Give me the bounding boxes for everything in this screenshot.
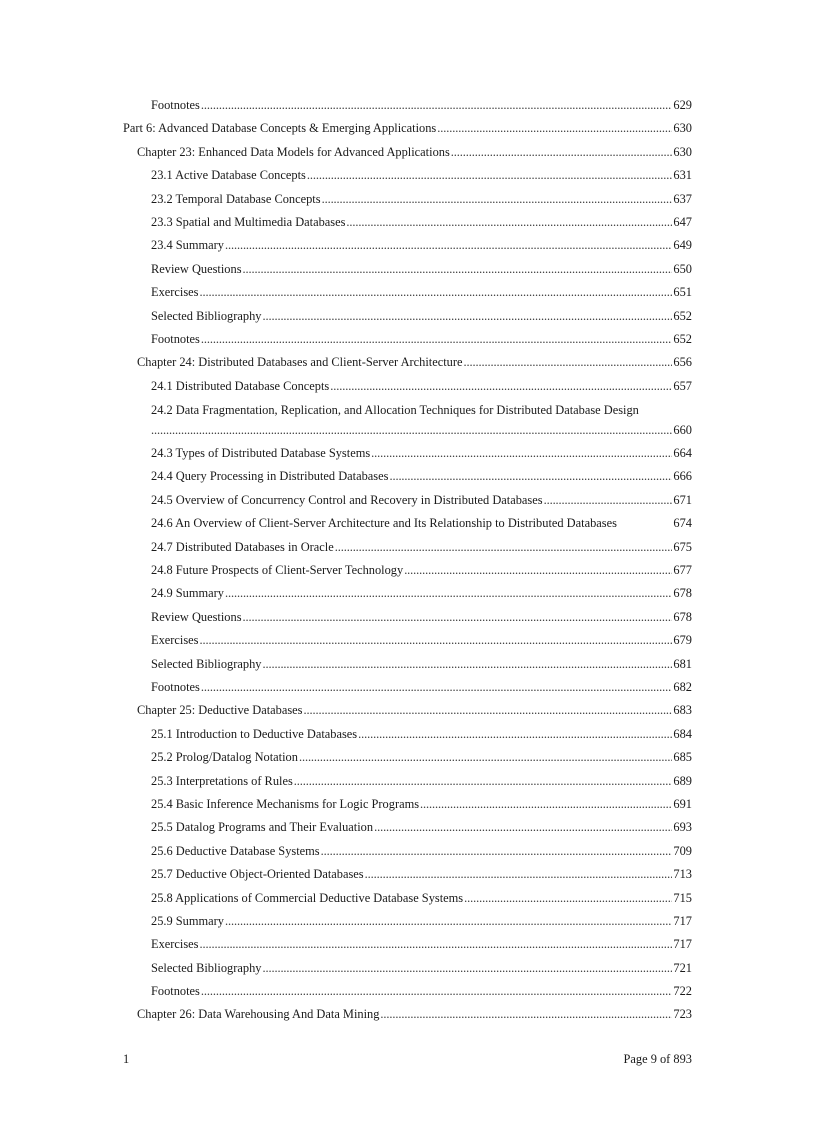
dot-leader <box>374 816 672 839</box>
toc-entry[interactable] <box>0 606 816 629</box>
dot-leader <box>294 770 673 793</box>
dot-leader <box>380 1003 672 1026</box>
toc-entry-title: 25.6 Deductive Database Systems <box>151 843 320 858</box>
toc-entry-title: Part 6: Advanced Database Concepts & Emerging Applications <box>123 121 437 136</box>
toc-entry-title: 25.5 Datalog Programs and Their Evaluation <box>151 820 374 835</box>
toc-entry-title: 24.5 Overview of Concurrency Control and Recovery in Distributed Databases <box>151 492 543 507</box>
toc-entry-title: Review Questions <box>151 609 242 624</box>
toc-entry-title: Exercises <box>151 633 199 648</box>
toc-entry[interactable] <box>0 816 816 839</box>
toc-entry-title: Chapter 26: Data Warehousing And Data Mining <box>137 1007 380 1022</box>
toc-entry-title: 23.2 Temporal Database Concepts <box>151 191 321 206</box>
toc-entry-title: 25.4 Basic Inference Mechanisms for Logic Programs <box>151 796 420 811</box>
dot-leader <box>201 980 673 1003</box>
toc-entry-page: 656 <box>673 355 692 370</box>
toc-entry[interactable] <box>0 770 816 793</box>
toc-entry[interactable] <box>0 442 816 465</box>
toc-entry[interactable] <box>0 211 816 234</box>
toc-entry[interactable] <box>0 746 816 769</box>
toc-entry-page: 677 <box>673 563 692 578</box>
toc-entry-title: 24.3 Types of Distributed Database Systems <box>151 446 371 461</box>
toc-entry-page: 717 <box>673 937 692 952</box>
toc-entry-title: Selected Bibliography <box>151 656 262 671</box>
toc-entry-title: 25.7 Deductive Object-Oriented Databases <box>151 867 364 882</box>
dot-leader <box>225 582 672 605</box>
toc-entry-page: 689 <box>673 773 692 788</box>
toc-entry-title: 24.2 Data Fragmentation, Replication, and Allocation Techniques for Distributed Database Design <box>151 403 639 418</box>
toc-entry-page: 674 <box>673 516 692 531</box>
dot-leader <box>299 746 672 769</box>
toc-entry-title: 23.3 Spatial and Multimedia Databases <box>151 214 346 229</box>
toc-entry[interactable] <box>0 910 816 933</box>
dot-leader <box>404 559 672 582</box>
dot-leader <box>321 840 673 863</box>
toc-entry-page: 693 <box>673 820 692 835</box>
dot-leader <box>346 211 672 234</box>
toc-entry[interactable] <box>0 164 816 187</box>
toc-entry[interactable] <box>0 117 816 140</box>
toc-entry-page: 715 <box>673 890 692 905</box>
dot-leader <box>544 489 673 512</box>
toc-entry-title: 24.1 Distributed Database Concepts <box>151 378 330 393</box>
toc-entry[interactable] <box>0 863 816 886</box>
toc-entry[interactable] <box>0 699 816 722</box>
dot-leader <box>365 863 673 886</box>
toc-entry[interactable] <box>0 305 816 328</box>
toc-entry-page: 678 <box>673 609 692 624</box>
toc-entry[interactable] <box>0 489 816 512</box>
dot-leader <box>262 653 672 676</box>
dot-leader <box>151 420 672 440</box>
toc-entry[interactable] <box>0 840 816 863</box>
toc-entry-page: 657 <box>673 378 692 393</box>
dot-leader <box>420 793 672 816</box>
toc-entry-page: 630 <box>673 121 692 136</box>
toc-entry[interactable] <box>0 328 816 351</box>
toc-entry-title: Footnotes <box>151 98 200 112</box>
dot-leader <box>262 957 672 980</box>
dot-leader <box>330 375 672 398</box>
toc-entry-title: Footnotes <box>151 331 200 346</box>
toc-entry-page: 709 <box>673 843 692 858</box>
toc-entry-page: 721 <box>673 960 692 975</box>
dot-leader <box>201 328 673 351</box>
toc-entry[interactable] <box>0 141 816 164</box>
toc-entry-title: Chapter 24: Distributed Databases and Client-Server Architecture <box>137 355 463 370</box>
toc-entry-page: 660 <box>673 423 692 438</box>
toc-entry[interactable] <box>0 980 816 1003</box>
toc-entry-page: 629 <box>673 98 692 112</box>
toc-entry[interactable] <box>0 188 816 211</box>
dot-leader <box>358 723 672 746</box>
page-number: Page 9 of 893 <box>623 1052 692 1066</box>
toc-entry-title: Footnotes <box>151 984 200 999</box>
toc-entry-title: 24.4 Query Processing in Distributed Databases <box>151 469 389 484</box>
toc-entry[interactable] <box>0 676 816 699</box>
toc-entry-title: Chapter 25: Deductive Databases <box>137 703 303 718</box>
toc-entry-title: 24.6 An Overview of Client-Server Architecture and Its Relationship to Distributed Databases <box>151 516 617 531</box>
dot-leader <box>225 234 672 257</box>
toc-entry-page: 679 <box>673 633 692 648</box>
toc-entry-page: 666 <box>673 469 692 484</box>
toc-entry-title: 25.8 Applications of Commercial Deductive Database Systems <box>151 890 464 905</box>
toc-entry-title: 23.4 Summary <box>151 238 224 253</box>
toc-entry-page: 681 <box>673 656 692 671</box>
toc-entry-title: 24.8 Future Prospects of Client-Server Technology <box>151 563 404 578</box>
dot-leader <box>437 117 672 140</box>
toc-entry-title: 25.1 Introduction to Deductive Databases <box>151 726 358 741</box>
dot-leader <box>307 164 673 187</box>
dot-leader <box>304 699 673 722</box>
toc-entry-page: 650 <box>673 261 692 276</box>
toc-entry[interactable] <box>0 559 816 582</box>
toc-entry-page: 683 <box>673 703 692 718</box>
toc-entry-page: 630 <box>673 144 692 159</box>
toc-entry[interactable] <box>0 653 816 676</box>
toc-entry-title: 25.2 Prolog/Datalog Notation <box>151 750 298 765</box>
toc-entry-page: 722 <box>673 984 692 999</box>
dot-leader <box>464 887 672 910</box>
dot-leader <box>199 933 672 956</box>
toc-entry-page: 682 <box>673 679 692 694</box>
toc-entry[interactable] <box>0 582 816 605</box>
toc-entry-page: 637 <box>673 191 692 206</box>
toc-entry-page: 675 <box>673 539 692 554</box>
toc-entry[interactable] <box>0 629 816 652</box>
toc-entry[interactable] <box>0 234 816 257</box>
toc-entry-page: 652 <box>673 331 692 346</box>
dot-leader <box>199 629 672 652</box>
toc-entry[interactable] <box>0 351 816 374</box>
toc-entry[interactable] <box>0 536 816 559</box>
toc-entry-page: 631 <box>673 168 692 183</box>
toc-entry[interactable] <box>0 1003 816 1026</box>
dot-leader <box>201 94 673 117</box>
toc-entry-page: 717 <box>673 913 692 928</box>
dot-leader <box>464 351 673 374</box>
dot-leader <box>322 188 673 211</box>
toc-entry[interactable] <box>0 398 816 442</box>
toc-entry-title: 23.1 Active Database Concepts <box>151 168 306 183</box>
toc-entry-title: Chapter 23: Enhanced Data Models for Advanced Applications <box>137 144 450 159</box>
toc-entry[interactable] <box>0 933 816 956</box>
toc-entry-page: 671 <box>673 492 692 507</box>
toc-entry-title: 25.9 Summary <box>151 913 224 928</box>
footer-left-marker: 1 <box>123 1052 130 1066</box>
toc-entry[interactable] <box>0 465 816 488</box>
toc-entry[interactable] <box>0 512 816 535</box>
toc-entry[interactable] <box>0 957 816 980</box>
dot-leader <box>199 281 672 304</box>
toc-entry-title: 24.7 Distributed Databases in Oracle <box>151 539 334 554</box>
toc-entry-title: Footnotes <box>151 679 200 694</box>
toc-entry-page: 691 <box>673 796 692 811</box>
toc-entry-page: 685 <box>673 750 692 765</box>
table-of-contents <box>0 94 816 1027</box>
toc-entry-page: 647 <box>673 214 692 229</box>
toc-entry-title: Selected Bibliography <box>151 308 262 323</box>
toc-entry[interactable] <box>0 375 816 398</box>
dot-leader <box>225 910 672 933</box>
toc-entry-page: 684 <box>673 726 692 741</box>
toc-entry[interactable] <box>0 887 816 910</box>
toc-entry[interactable] <box>0 94 816 117</box>
toc-entry-page: 652 <box>673 308 692 323</box>
toc-entry-title: Exercises <box>151 937 199 952</box>
toc-entry-page: 664 <box>673 446 692 461</box>
toc-entry-title: 24.9 Summary <box>151 586 224 601</box>
dot-leader <box>243 606 673 629</box>
toc-entry-title: Exercises <box>151 285 199 300</box>
dot-leader <box>389 465 672 488</box>
toc-entry-title: Review Questions <box>151 261 242 276</box>
toc-entry[interactable] <box>0 281 816 304</box>
toc-entry-page: 678 <box>673 586 692 601</box>
dot-leader <box>262 305 672 328</box>
toc-entry-page: 713 <box>673 867 692 882</box>
toc-entry[interactable] <box>0 723 816 746</box>
dot-leader <box>243 258 673 281</box>
toc-entry-title: Selected Bibliography <box>151 960 262 975</box>
page-footer <box>123 1052 692 1067</box>
toc-entry-page: 651 <box>673 285 692 300</box>
toc-entry[interactable] <box>0 793 816 816</box>
dot-leader <box>371 442 672 465</box>
dot-leader <box>335 536 673 559</box>
toc-entry-page: 649 <box>673 238 692 253</box>
toc-entry[interactable] <box>0 258 816 281</box>
dot-leader <box>201 676 673 699</box>
dot-leader <box>451 141 673 164</box>
toc-entry-page: 723 <box>673 1007 692 1022</box>
toc-entry-title: 25.3 Interpretations of Rules <box>151 773 293 788</box>
